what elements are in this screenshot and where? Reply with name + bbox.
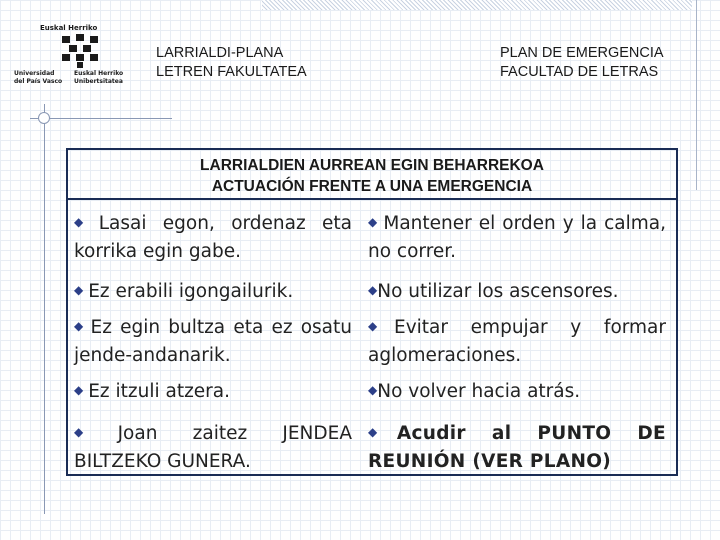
emergency-panel	[66, 148, 678, 476]
diamond-bullet-icon: ◆	[368, 383, 378, 397]
basque-item-4: ◆ Ez itzuli atzera.	[74, 381, 231, 402]
header-basque-line-2: LETREN FAKULTATEA	[156, 64, 307, 80]
header-spanish	[500, 44, 664, 82]
panel-title-basque: LARRIALDIEN AURREAN EGIN BEHARREKOA	[200, 157, 544, 174]
spanish-item-2: ◆No utilizar los ascensores.	[368, 281, 619, 302]
tree-emblem-icon	[58, 34, 102, 68]
diamond-bullet-icon: ◆	[368, 425, 397, 439]
basque-item-1: ◆ Lasai egon, ordenaz eta korrika egin gabe.	[74, 213, 353, 262]
decorative-crosshair-circle	[38, 112, 50, 124]
diamond-bullet-icon: ◆	[368, 215, 379, 229]
header-spanish-line-2: FACULTAD DE LETRAS	[500, 64, 659, 80]
diamond-bullet-icon: ◆	[368, 283, 378, 297]
decorative-vertical-line	[696, 0, 697, 190]
diamond-bullet-icon: ◆	[368, 319, 395, 333]
basque-item-3: ◆ Ez egin bultza eta ez osatu jende-andanarik.	[74, 317, 352, 366]
decorative-crosshair-vertical	[44, 104, 45, 514]
diamond-bullet-icon: ◆	[74, 283, 84, 297]
spanish-item-5: ◆Acudir al PUNTO DE REUNIÓN (VER PLANO)	[368, 423, 666, 472]
diamond-bullet-icon: ◆	[74, 319, 86, 333]
logo-university-es: Universidad del País Vasco	[14, 70, 63, 85]
decorative-top-band	[262, 0, 692, 10]
spanish-item-3: ◆Evitar empujar y formar aglomeraciones.	[368, 317, 667, 366]
header-basque	[156, 44, 307, 82]
basque-item-2: ◆ Ez erabili igongailurik.	[74, 281, 294, 302]
university-logo	[12, 22, 124, 88]
panel-title-spanish: ACTUACIÓN FRENTE A UNA EMERGENCIA	[211, 178, 533, 195]
header-basque-line-1: LARRIALDI-PLANA	[156, 45, 284, 61]
logo-tagline: Euskal Herriko	[40, 24, 98, 32]
diamond-bullet-icon: ◆	[74, 383, 84, 397]
diamond-bullet-icon: ◆	[74, 215, 94, 229]
panel-title	[68, 150, 676, 200]
header-spanish-line-1: PLAN DE EMERGENCIA	[500, 45, 664, 61]
basque-item-5: ◆ Joan zaitez JENDEA BILTZEKO GUNERA.	[74, 423, 352, 472]
logo-university-eu: Euskal Herriko Unibertsitatea	[74, 70, 124, 85]
spanish-item-1: ◆ Mantener el orden y la calma, no correr.	[368, 213, 667, 262]
spanish-item-4: ◆No volver hacia atrás.	[368, 381, 581, 402]
decorative-crosshair-horizontal	[30, 118, 172, 119]
diamond-bullet-icon: ◆	[74, 425, 113, 439]
